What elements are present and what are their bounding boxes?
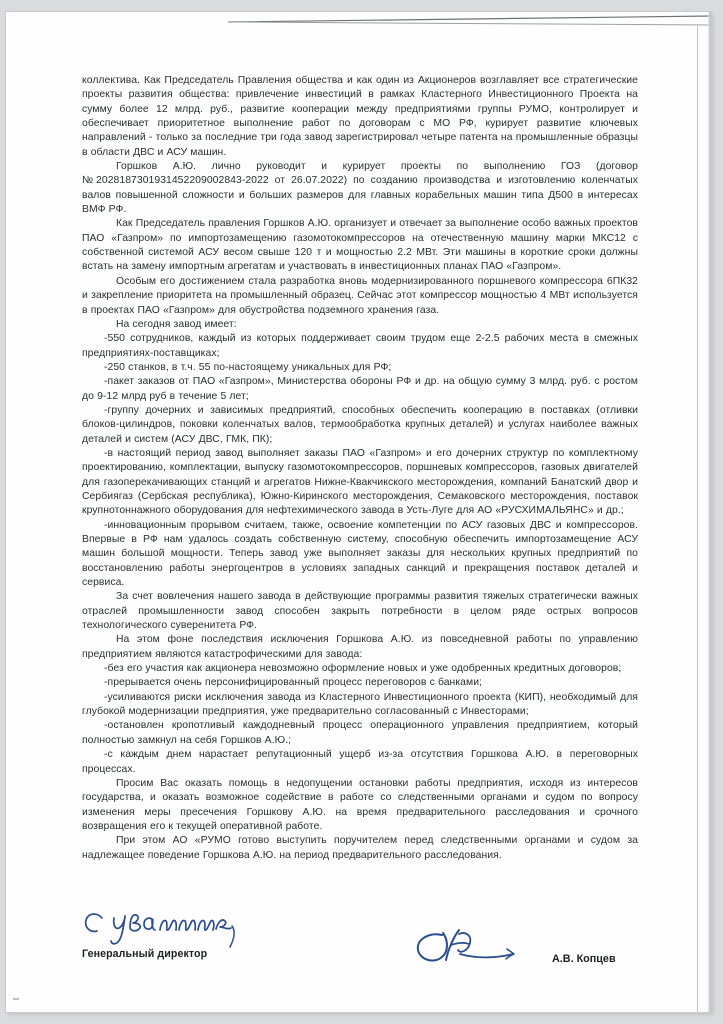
paragraph: коллектива. Как Председатель Правления общества и как один из Акционеров возглавляет все стратегические проекты развития общества: привлечение инвестиций в рамках Кластерного Инвестиционного Проекта на сумму более 12 млрд. руб., развитие кооперации между предприятиями группы РУМО, контролирует и обеспечивает приоритетное выполнение работ по договорам с МО РФ, курирует развитие ключевых направлений - только за последние три года завод зарегистрировал четыре патента на промышленные образцы в области ДВС и АСУ машин. xyxy=(82,75,638,158)
list-item: -пакет заказов от ПАО «Газпром», Министерства обороны РФ и др. на общую сумму 3 млрд. руб. с ростом до 9-12 млрд руб в течение 5 лет; xyxy=(82,376,638,402)
scan-edge-artifact xyxy=(6,12,711,30)
paragraph: За счет вовлечения нашего завода в действующие программы развития тяжелых стратегически важных отраслей промышленности завод способен закрыть потребности в целом ряде острых вопросов технологического суверенитета РФ. xyxy=(82,591,638,632)
scan-rail-line xyxy=(697,26,698,1012)
signer-name: А.В. Копцев xyxy=(552,953,616,965)
list-item: -группу дочерних и зависимых предприятий, способных обеспечить кооперацию в поставках (отливки блоков-цилиндров, поковки коленчатых валов, термообработка крупных деталей) и услугах наиболее важных деталей и систем (АСУ ДВС, ГМК, ПК); xyxy=(82,404,638,445)
document-page xyxy=(6,12,711,1012)
list-item: -в настоящий период завод выполняет заказы ПАО «Газпром» и его дочерних структур по комплектному проектированию, комплектации, выпуску газомотокомпрессоров, поршневых компрессоров, газовых двигателей для газоперекачивающих станций и агрегатов Нижне-Квакчикского месторождения, компаний Банатский двор и Сербиягаз (Сербская республика), Южно-Киринского месторождения, Семаковского месторождения, поставок крупнотоннажного оборудования для нефтехимического завода в Усть-Луге для АО «РУСХИМАЛЬЯНС» и др.; xyxy=(82,447,638,517)
paragraph: Горшков А.Ю. лично руководит и курирует проекты по выполнению ГОЗ (договор №2028187301931452209002843-2022 от 26.07.2022) по созданию производства и изготовлению коленчатых валов повышенной сложности и больших размеров для главных корабельных машин типа Д500 в интересах ВМФ РФ. xyxy=(82,161,638,216)
list-item: -остановлен кропотливый каждодневный процесс операционного управления предприятием, который полностью замкнул на себя Горшков А.Ю.; xyxy=(82,720,638,746)
list-item: -без его участия как акционера невозможно оформление новых и уже одобренных кредитных договоров; xyxy=(104,663,622,675)
scan-edge-shadow xyxy=(708,12,711,1012)
paragraph: На сегодня завод имеет: xyxy=(116,318,237,330)
paragraph: Просим Вас оказать помощь в недопущении остановки работы предприятия, исходя из интересов государства, и оказать возможное содействие в работе со следственными органами и судом по вопросу изменения меры пресечения Горшкову А.Ю. на время предварительного расследования и срочного возвращения его к текущей оперативной работе. xyxy=(82,777,638,832)
paragraph: Как Председатель правления Горшков А.Ю. организует и отвечает за выполнение особо важных проектов ПАО «Газпром» по импортозамещению газомотокомпрессоров на отечественную машину марки МКС12 с собственной системой АСУ весом свыше 120 т и мощностью 2.2 МВт. Эти машины в короткие сроки должны встать на замену импортным агрегатам и участвовать в инвестиционных планах ПАО «Газпром». xyxy=(82,218,638,273)
paragraph: При этом АО «РУМО готово выступить поручителем перед следственными органами и судом за надлежащее поведение Горшкова А.Ю. на период предварительного расследования. xyxy=(82,835,638,861)
letter-body xyxy=(82,74,638,863)
paragraph: На этом фоне последствия исключения Горшкова А.Ю. из повседневной работы по управлению предприятием являются катастрофическими для завода: xyxy=(82,634,638,660)
signature-block xyxy=(82,910,642,990)
list-item: -550 сотрудников, каждый из которых поддерживает своим трудом еще 2-2.5 рабочих места в смежных предприятиях-поставщиках; xyxy=(82,333,638,359)
list-item: -усиливаются риски исключения завода из Кластерного Инвестиционного проекта (КИП), необходимый для глубокой модернизации предприятия, уже предварительно согласованный с Инвесторами; xyxy=(82,691,638,718)
list-item: -прерывается очень персонифицированный процесс переговоров с банками; xyxy=(104,677,482,689)
paragraph: Особым его достижением стала разработка вновь модернизированного поршневого компрессора 6ПК32 и закрепление приоритета на промышленный образец. Сейчас этот компрессор мощностью 4 МВт используется в проектах ПАО «Газпром» для обустройства подземного хранения газа. xyxy=(82,275,638,316)
scan-speck-artifact xyxy=(13,998,19,1000)
signer-title: Генеральный директор xyxy=(82,948,208,960)
list-item: -инновационным прорывом считаем, также, освоение компетенции по АСУ газовых ДВС и компрессоров. Впервые в РФ нам удалось создать собственную систему, способную обеспечить импортозамещение АСУ машин большой мощности. Теперь завод уже выполняет заказы для нескольких крупных предприятий по восстановлению работы энергоцентров в условиях западных санкций и прекращения поставок деталей и сервиса. xyxy=(82,519,638,589)
handwritten-closing xyxy=(82,906,382,950)
list-item: -250 станков, в т.ч. 55 по-настоящему уникальных для РФ; xyxy=(104,361,392,373)
list-item: -с каждым днем нарастает репутационный ущерб из-за отсутствия Горшкова А.Ю. в переговорных процессах. xyxy=(82,749,638,775)
signature-mark xyxy=(412,926,542,972)
